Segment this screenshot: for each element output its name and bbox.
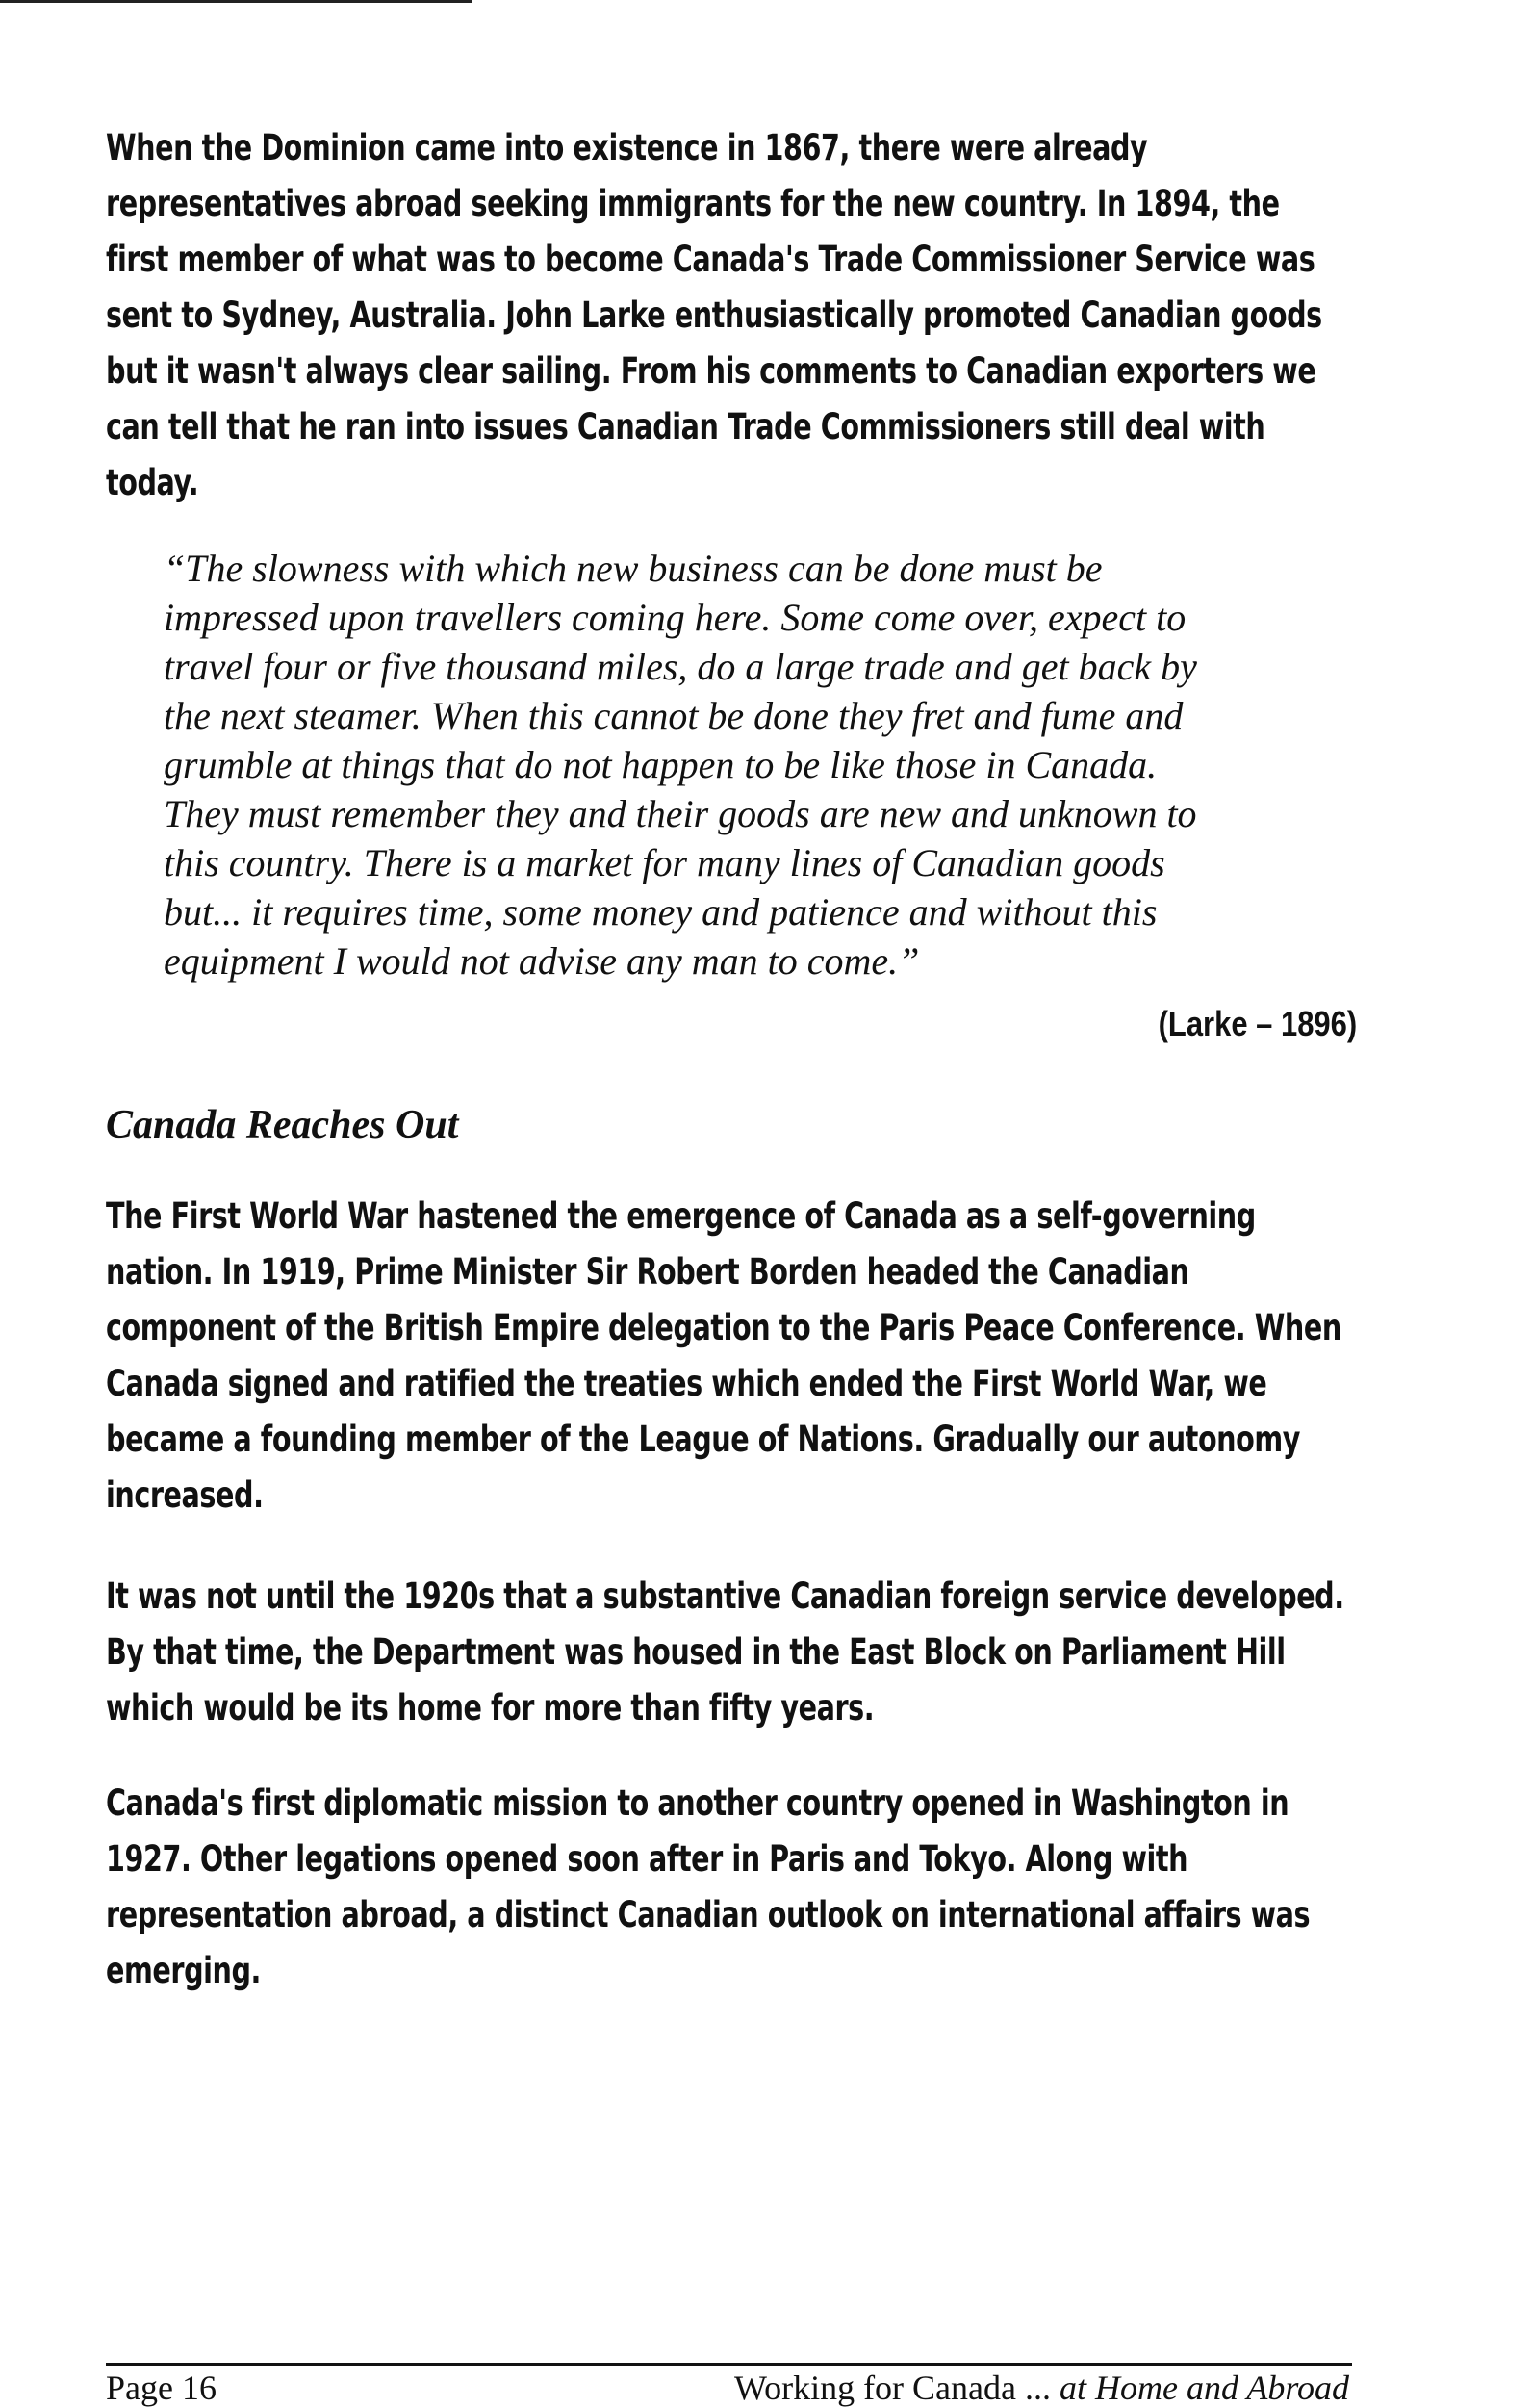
paragraph-first-mission: Canada's first diplomatic mission to another country opened in Washington in 1927. Other legations opened soon after in Paris and Tokyo. Along with representation abroad, a distinct Canadian outlook on international affairs was emerging.: [106, 1782, 1311, 1991]
larke-quote: “The slowness with which new business can be done must be impressed upon travellers coming here. Some come over, expect to travel four or five thousand miles, do a large trade and get back by the next steamer. When this cannot be done they fret and fume and grumble at things that do not happen to be like those in Canada. They must remember they and their goods are new and unknown to this country. There is a market for many lines of Canadian goods but... it requires time, some money and patience and without this equipment I would not advise any man to come.”: [164, 547, 1197, 983]
quote-attribution: (Larke – 1896): [1158, 1004, 1357, 1043]
intro-paragraph: When the Dominion came into existence in 1867, there were already representatives abroad seeking immigrants for the new country. In 1894, the first member of what was to become Canada's Trade Commissioner Service was sent to Sydney, Australia. John Larke enthusiastically promoted Canadian goods but it wasn't always clear sailing. From his comments to Canadian exporters we can tell that he ran into issues Canadian Trade Commissioners still deal with today.: [106, 127, 1322, 503]
footer-title-roman: Working for Canada ...: [733, 2369, 1051, 2407]
top-edge-rule: [0, 0, 472, 3]
page-number: Page 16: [106, 2369, 217, 2407]
section-heading: Canada Reaches Out: [106, 1103, 459, 1147]
paragraph-foreign-service: It was not until the 1920s that a substantive Canadian foreign service developed. By that time, the Department was housed in the East Block on Parliament Hill which would be its home for more than fifty years.: [106, 1575, 1344, 1729]
paragraph-first-world-war: The First World War hastened the emergence of Canada as a self-governing nation. In 1919, Prime Minister Sir Robert Borden headed the Canadian component of the British Empire delegation to the Paris Peace Conference. When Canada signed and ratified the treaties which ended the First World War, we became a founding member of the League of Nations. Gradually our autonomy increased.: [106, 1195, 1341, 1516]
running-footer-title: [734, 2368, 1349, 2408]
footer-title-italic: at Home and Abroad: [1060, 2369, 1349, 2407]
footer-rule: [106, 2363, 1352, 2366]
